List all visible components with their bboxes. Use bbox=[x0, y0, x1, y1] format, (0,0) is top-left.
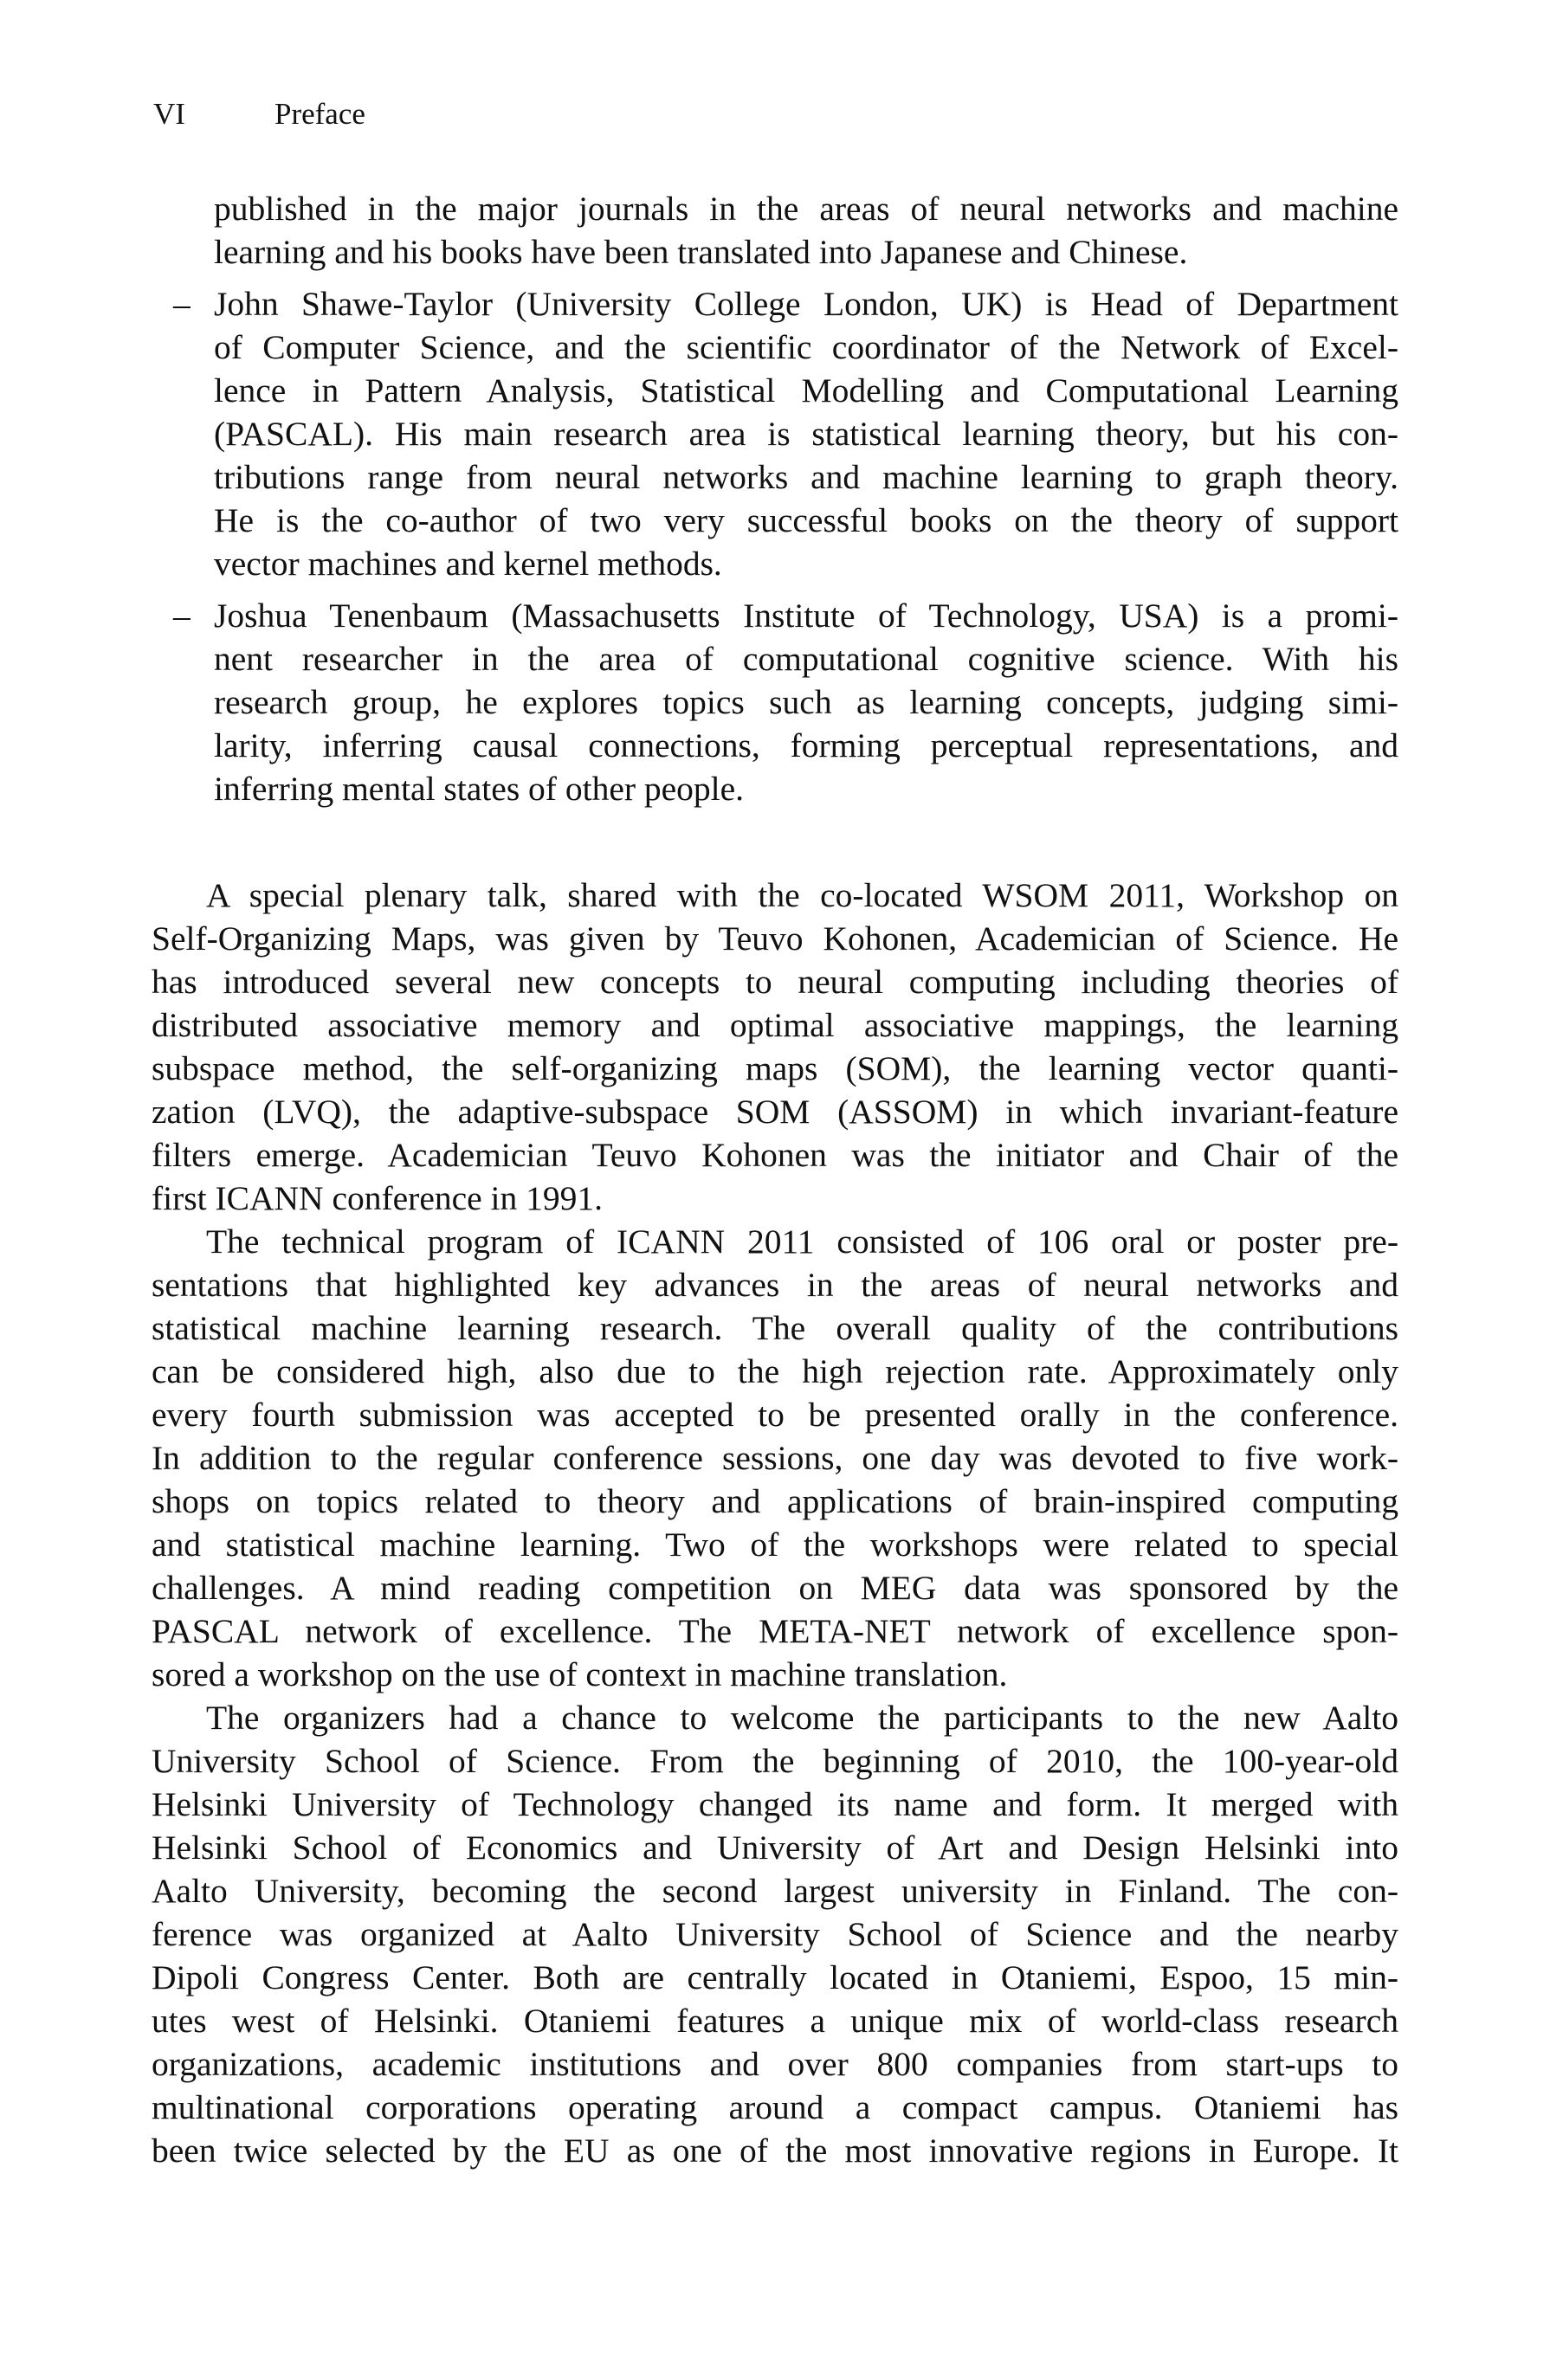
list-item-line: vector machines and kernel methods. bbox=[214, 545, 722, 583]
paragraph-line: multinational corporations operating around a compact campus. Otaniemi has bbox=[152, 2088, 1398, 2126]
paragraph-line: Helsinki University of Technology changed its name and form. It merged with bbox=[152, 1785, 1398, 1823]
paragraph-line: A special plenary talk, shared with the co-located WSOM 2011, Workshop on bbox=[206, 876, 1398, 914]
list-item-line: (PASCAL). His main research area is statistical learning theory, but his con- bbox=[214, 415, 1398, 453]
paragraph-line: filters emerge. Academician Teuvo Kohonen was the initiator and Chair of the bbox=[152, 1136, 1398, 1174]
list-item-line: inferring mental states of other people. bbox=[214, 770, 745, 808]
page-number: VI bbox=[153, 97, 185, 131]
paragraph-line: Dipoli Congress Center. Both are centrally located in Otaniemi, Espoo, 15 min- bbox=[152, 1958, 1398, 1996]
paragraph-line: sentations that highlighted key advances in the areas of neural networks and bbox=[152, 1266, 1398, 1304]
list-bullet-dash: – bbox=[173, 597, 191, 635]
paragraph-line: zation (LVQ), the adaptive-subspace SOM (ASSOM) in which invariant-feature bbox=[152, 1093, 1398, 1131]
running-title: Preface bbox=[274, 97, 365, 131]
paragraph-line: ference was organized at Aalto University School of Science and the nearby bbox=[152, 1915, 1398, 1953]
list-item-line: Joshua Tenenbaum (Massachusetts Institute of Technology, USA) is a promi- bbox=[214, 597, 1398, 635]
paragraph-line: has introduced several new concepts to neural computing including theories of bbox=[152, 963, 1398, 1001]
paragraph-line: challenges. A mind reading competition on MEG data was sponsored by the bbox=[152, 1569, 1398, 1607]
paragraph-line: The technical program of ICANN 2011 consisted of 106 oral or poster pre- bbox=[206, 1222, 1398, 1261]
paragraph-line: Aalto University, becoming the second largest university in Finland. The con- bbox=[152, 1872, 1398, 1910]
list-item-line: of Computer Science, and the scientific coordinator of the Network of Excel- bbox=[214, 328, 1398, 366]
list-item-line: He is the co-author of two very successful books on the theory of support bbox=[214, 501, 1398, 539]
paragraph-line: organizations, academic institutions and over 800 companies from start-ups to bbox=[152, 2045, 1398, 2083]
paragraph-line: every fourth submission was accepted to be presented orally in the conference. bbox=[152, 1396, 1398, 1434]
paragraph-line: Helsinki School of Economics and University of Art and Design Helsinki into bbox=[152, 1829, 1398, 1867]
paragraph-line: been twice selected by the EU as one of the most innovative regions in Europe. It bbox=[152, 2132, 1398, 2170]
list-item-line: learning and his books have been translated into Japanese and Chinese. bbox=[214, 233, 1188, 271]
paragraph-line: PASCAL network of excellence. The META-NET network of excellence spon- bbox=[152, 1612, 1398, 1650]
paragraph-line: shops on topics related to theory and applications of brain-inspired computing bbox=[152, 1482, 1398, 1520]
paragraph-line: Self-Organizing Maps, was given by Teuvo Kohonen, Academician of Science. He bbox=[152, 919, 1398, 958]
paragraph-line: first ICANN conference in 1991. bbox=[152, 1179, 604, 1217]
paragraph-line: and statistical machine learning. Two of the workshops were related to special bbox=[152, 1525, 1398, 1564]
paragraph-line: sored a workshop on the use of context in machine translation. bbox=[152, 1655, 1008, 1693]
list-item-line: John Shawe-Taylor (University College London, UK) is Head of Department bbox=[214, 285, 1398, 323]
list-item-line: larity, inferring causal connections, forming perceptual representations, and bbox=[214, 726, 1398, 764]
paragraph-line: In addition to the regular conference sessions, one day was devoted to five work- bbox=[152, 1439, 1398, 1477]
list-item-line: research group, he explores topics such as learning concepts, judging simi- bbox=[214, 683, 1398, 721]
list-item-line: lence in Pattern Analysis, Statistical Modelling and Computational Learning bbox=[214, 371, 1398, 410]
list-item-line: published in the major journals in the areas of neural networks and machine bbox=[214, 190, 1398, 228]
paragraph-line: can be considered high, also due to the high rejection rate. Approximately only bbox=[152, 1352, 1398, 1390]
paragraph-line: utes west of Helsinki. Otaniemi features a unique mix of world-class research bbox=[152, 2002, 1398, 2040]
list-bullet-dash: – bbox=[173, 285, 191, 323]
list-item-line: nent researcher in the area of computational cognitive science. With his bbox=[214, 640, 1398, 678]
list-item-line: tributions range from neural networks and machine learning to graph theory. bbox=[214, 458, 1398, 496]
paragraph-line: subspace method, the self-organizing maps (SOM), the learning vector quanti- bbox=[152, 1049, 1398, 1087]
paragraph-line: The organizers had a chance to welcome the participants to the new Aalto bbox=[206, 1699, 1398, 1737]
paragraph-line: distributed associative memory and optimal associative mappings, the learning bbox=[152, 1006, 1398, 1044]
paragraph-line: University School of Science. From the beginning of 2010, the 100-year-old bbox=[152, 1742, 1398, 1780]
paragraph-line: statistical machine learning research. The overall quality of the contributions bbox=[152, 1309, 1398, 1347]
